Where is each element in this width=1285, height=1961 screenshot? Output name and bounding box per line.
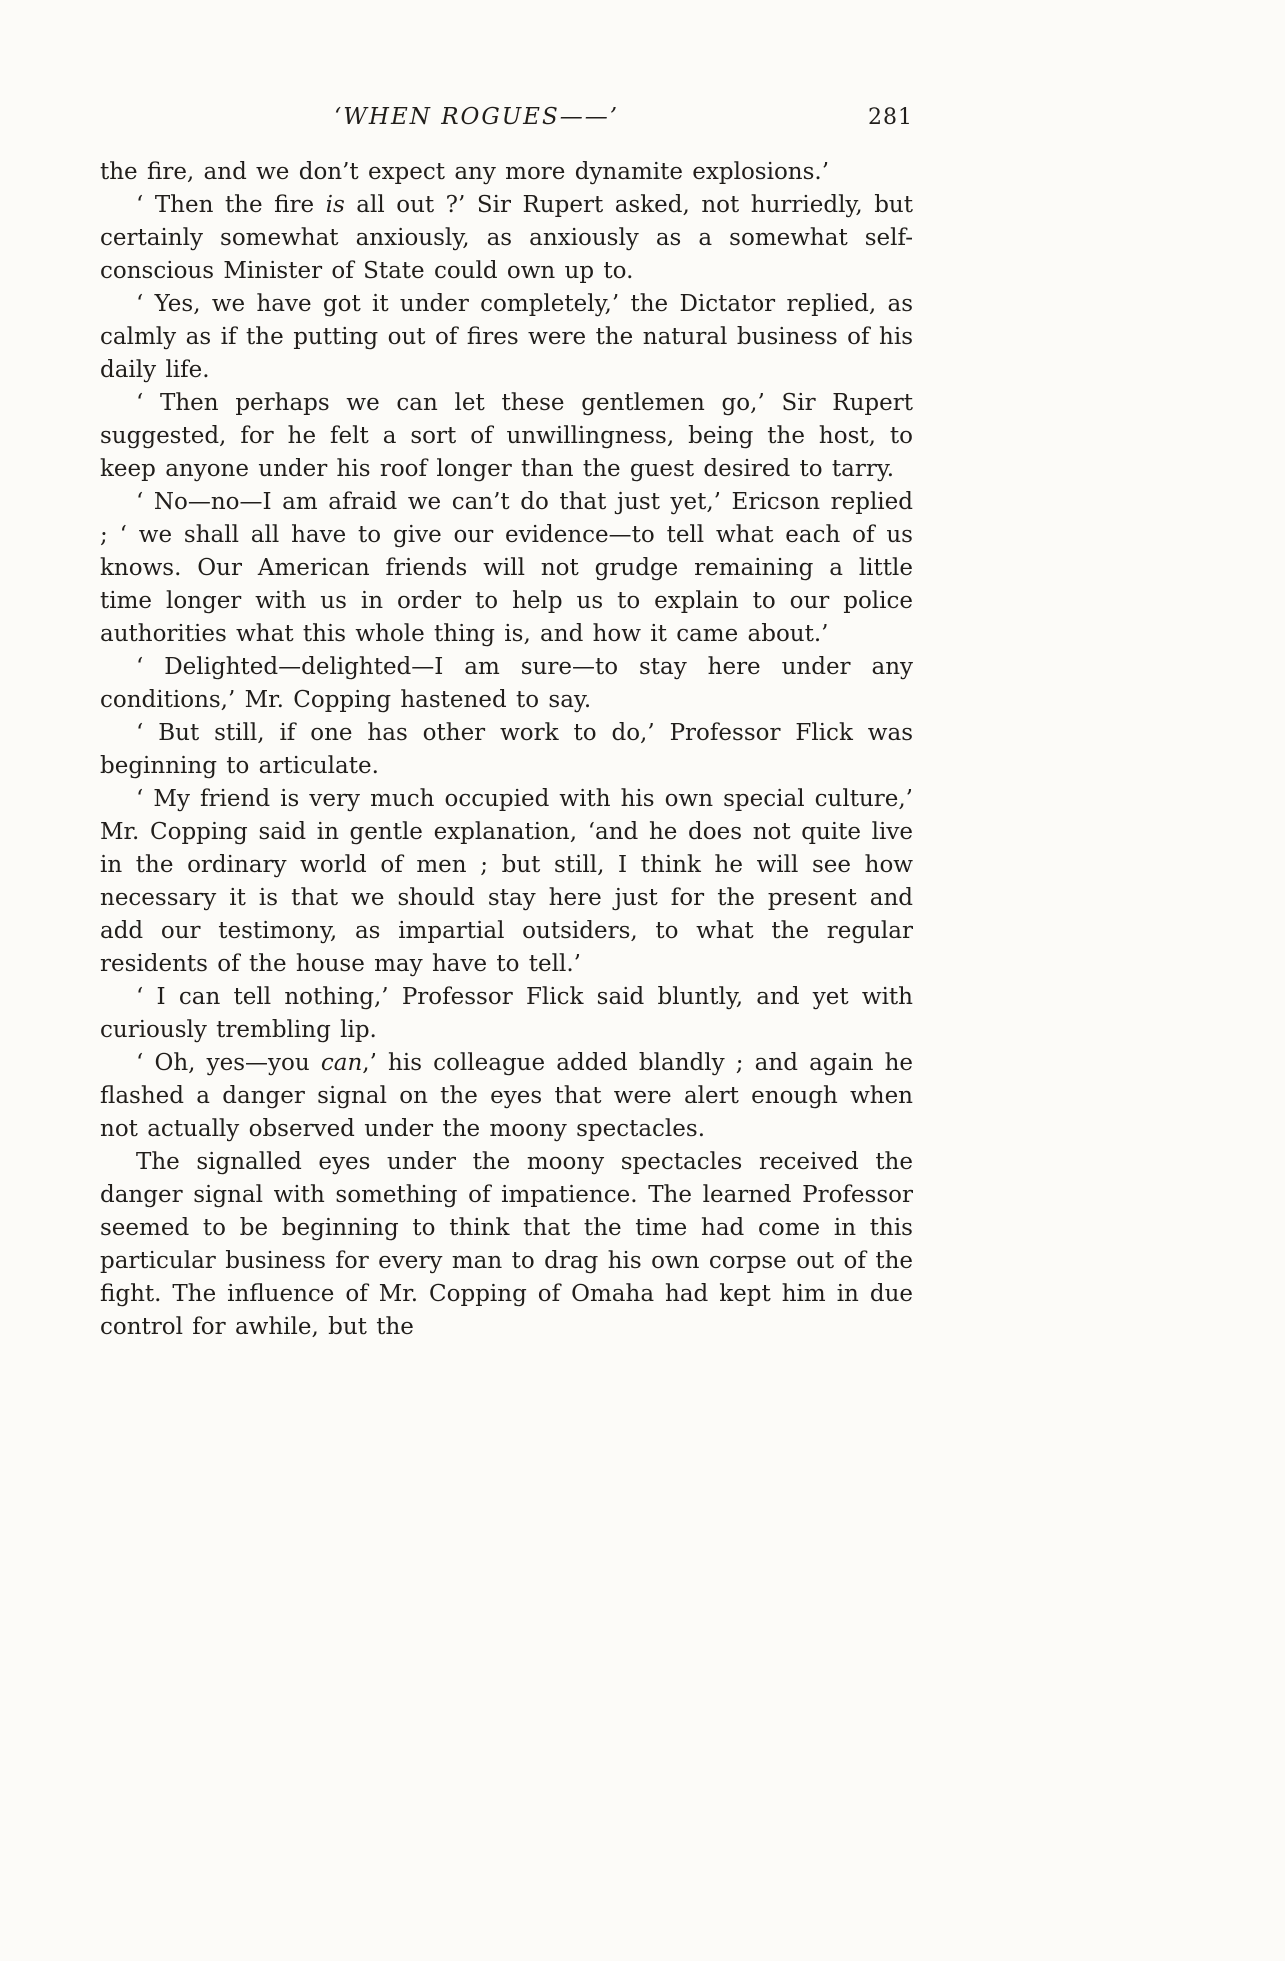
paragraph <box>100 486 913 651</box>
paragraph <box>100 651 913 717</box>
text-segment: ‘ Then the fire <box>136 192 326 218</box>
paragraph <box>100 1146 913 1344</box>
paragraph <box>100 156 913 189</box>
paragraph <box>100 783 913 981</box>
paragraph <box>100 387 913 486</box>
text-segment: ‘ But still, if one has other work to do,’ Professor Flick was beginning to articulate. <box>100 720 913 779</box>
text-segment: ‘ Yes, we have got it under completely,’ the Dictator replied, as calmly as if the putting out of fires were the natural business of his daily life. <box>100 291 913 383</box>
text-segment: ‘ My friend is very much occupied with his own special culture,’ Mr. Copping said in gentle explanation, ‘and he does not quite live in the ordinary world of men ; but still, I think he will see how necessary it is that we should stay here just for the present and add our testimony, as impartial outsiders, to what the regular residents of the house may have to tell.’ <box>100 786 913 977</box>
text-segment: ‘ Oh, yes—you <box>136 1050 321 1076</box>
text-segment: ,’ his colleague added blandly ; and again he flashed a danger signal on the eyes that were alert enough when not actually observed under the moony spectacles. <box>100 1050 913 1142</box>
text-segment: all out ?’ Sir Rupert asked, not hurriedly, but certainly somewhat anxiously, as anxiously as a somewhat self-conscious Minister of State could own up to. <box>100 192 913 284</box>
page-number: 281 <box>868 105 913 130</box>
text-segment: ‘ I can tell nothing,’ Professor Flick said bluntly, and yet with curiously trembling lip. <box>100 984 913 1043</box>
text-segment: The signalled eyes under the moony spectacles received the danger signal with something of impatience. The learned Professor seemed to be beginning to think that the time had come in this particular business for every man to drag his own corpse out of the fight. The influence of Mr. Copping of Omaha had kept him in due control for awhile, but the <box>100 1149 913 1340</box>
text-segment: is <box>325 192 345 218</box>
text-segment: ‘ No—no—I am afraid we can’t do that just yet,’ Ericson replied ; ‘ we shall all have to give our evidence—to tell what each of us knows. Our American friends will not grudge remaining a little time longer with us in order to help us to explain to our police authorities what this whole thing is, and how it came about.’ <box>100 489 913 647</box>
text-segment: can <box>320 1050 363 1076</box>
running-title: ‘WHEN ROGUES——’ <box>333 104 620 130</box>
paragraph <box>100 189 913 288</box>
paragraph <box>100 288 913 387</box>
page-body <box>100 156 913 1344</box>
page-header <box>100 104 913 140</box>
text-segment: ‘ Delighted—delighted—I am sure—to stay here under any conditions,’ Mr. Copping hastened to say. <box>100 654 913 713</box>
paragraph <box>100 1047 913 1146</box>
paragraph <box>100 717 913 783</box>
paragraph <box>100 981 913 1047</box>
text-segment: the fire, and we don’t expect any more dynamite explosions.’ <box>100 159 830 185</box>
text-segment: ‘ Then perhaps we can let these gentlemen go,’ Sir Rupert suggested, for he felt a sort of unwillingness, being the host, to keep anyone under his roof longer than the guest desired to tarry. <box>100 390 913 482</box>
